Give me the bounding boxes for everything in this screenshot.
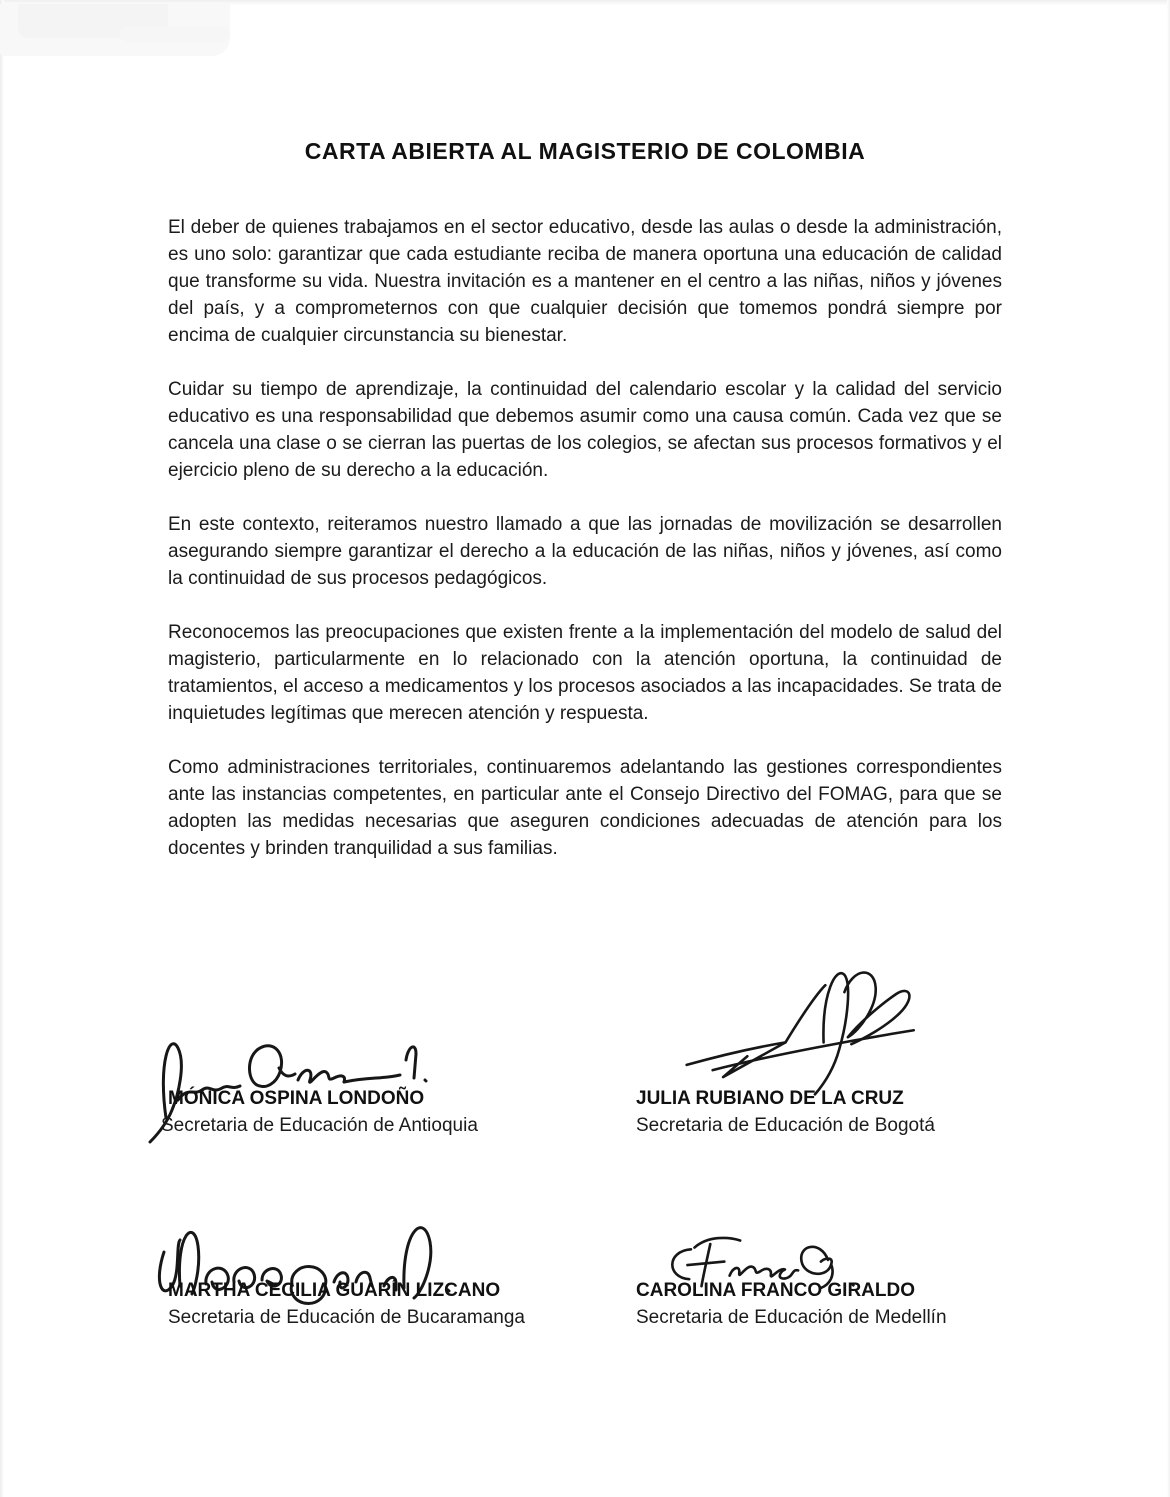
signatory-role: Secretaria de Educación de Bucaramanga	[168, 1307, 526, 1328]
signatory-name: MÓNICA OSPINA LONDOÑO	[168, 1088, 425, 1109]
signatory-role: Secretaria de Educación de Antioquia	[161, 1115, 478, 1136]
paragraph: Como administraciones territoriales, continuaremos adelantando las gestiones correspondientes ante las instancias competentes, en particular ante el Consejo Directivo del FOMAG, para que se adopten las medidas necesarias que aseguren condiciones adecuadas de atención para los docentes y brinden tranquilidad a sus familias.	[168, 757, 1002, 859]
signatory-role: Secretaria de Educación de Bogotá	[636, 1115, 935, 1136]
signatory-name: CAROLINA FRANCO GIRALDO	[636, 1280, 915, 1301]
letter-body	[168, 214, 1002, 889]
page-title: CARTA ABIERTA AL MAGISTERIO DE COLOMBIA	[304, 138, 866, 164]
scan-artifact	[120, 26, 230, 42]
signature-julia-rubiano	[678, 962, 938, 1102]
signatory-name: MARTHA CECILIA GUARÍN LIZCANO	[168, 1280, 501, 1301]
signatory-role: Secretaria de Educación de Medellín	[636, 1307, 947, 1328]
paragraph: En este contexto, reiteramos nuestro llamado a que las jornadas de movilización se desarrollen asegurando siempre garantizar el derecho a la educación de las niñas, niños y jóvenes, así como la continuidad de sus procesos pedagógicos.	[168, 514, 1002, 589]
paragraph: Reconocemos las preocupaciones que existen frente a la implementación del modelo de salud del magisterio, particularmente en lo relacionado con la atención oportuna, la continuidad de tratamientos, el acceso a medicamentos y los procesos asociados a las incapacidades. Se trata de inquietudes legítimas que merecen atención y respuesta.	[168, 622, 1002, 724]
signatory-name: JULIA RUBIANO DE LA CRUZ	[636, 1088, 904, 1109]
scan-edge-shadow	[0, 0, 4, 1497]
paragraph: El deber de quienes trabajamos en el sector educativo, desde las aulas o desde la administración, es uno solo: garantizar que cada estudiante reciba de manera oportuna una educación de calidad que transforme su vida. Nuestra invitación es a mantener en el centro a las niñas, niños y jóvenes del país, y a comprometernos con que cualquier decisión que tomemos pondrá siempre por encima de cualquier circunstancia su bienestar.	[168, 217, 1002, 346]
paragraph: Cuidar su tiempo de aprendizaje, la continuidad del calendario escolar y la calidad del servicio educativo es una responsabilidad que debemos asumir como una causa común. Cada vez que se cancela una clase o se cierran las puertas de los colegios, se afectan sus procesos formativos y el ejercicio pleno de su derecho a la educación.	[168, 379, 1002, 481]
